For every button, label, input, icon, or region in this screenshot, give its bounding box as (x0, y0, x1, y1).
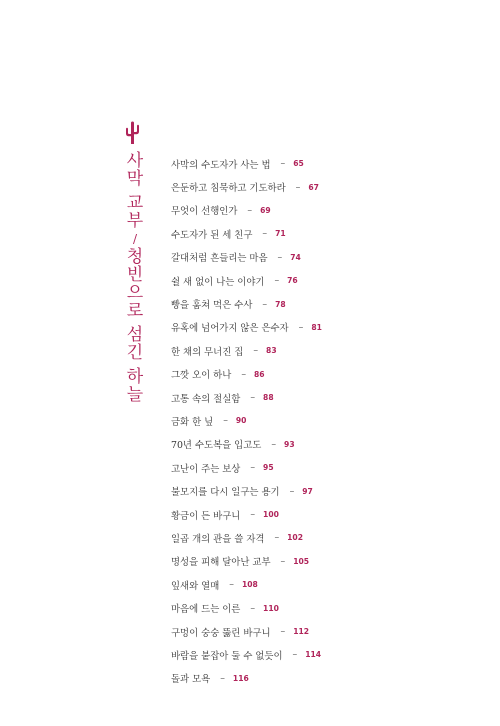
toc-entry-page: 90 (235, 416, 247, 426)
toc-entry-dash: – (298, 321, 304, 333)
toc-entry[interactable] (171, 269, 322, 292)
toc-entry-dash: – (250, 462, 256, 474)
toc-entry-dash: – (250, 602, 256, 614)
toc-entry[interactable] (171, 292, 322, 315)
toc-entry-dash: – (280, 555, 286, 567)
toc-entry-page: 102 (287, 533, 303, 543)
toc-entry-dash: – (271, 438, 277, 450)
toc-entry-page: 83 (266, 346, 277, 356)
toc-entry-page: 93 (284, 439, 295, 449)
toc-entry-title: 그깟 오이 하나 (171, 370, 232, 382)
toc-entry-page: 88 (263, 393, 274, 403)
toc-entry-dash: – (250, 392, 256, 404)
chapter-title (124, 152, 146, 404)
toc-entry-title: 한 채의 무너진 집 (171, 346, 244, 358)
table-of-contents (171, 152, 322, 690)
toc-entry-title: 일곱 개의 관을 쓸 자격 (171, 533, 265, 545)
toc-entry-title: 은둔하고 침묵하고 기도하라 (171, 183, 286, 195)
toc-entry[interactable] (171, 199, 322, 222)
toc-entry[interactable] (171, 643, 322, 666)
toc-entry-title: 불모지를 다시 일구는 용기 (171, 487, 280, 499)
toc-entry-page: 65 (293, 159, 304, 169)
toc-entry-dash: – (289, 485, 295, 497)
toc-entry-page: 108 (241, 580, 258, 590)
toc-entry[interactable] (171, 573, 322, 596)
title-char: 늘 (126, 385, 144, 405)
toc-entry-title: 금화 한 닢 (171, 416, 214, 428)
toc-entry[interactable] (171, 503, 322, 526)
title-char: 막 (126, 169, 144, 189)
toc-entry-dash: – (253, 345, 259, 357)
toc-entry[interactable] (171, 339, 322, 362)
toc-entry[interactable] (171, 596, 322, 619)
toc-entry-title: 마음에 드는 이른 (171, 604, 241, 616)
toc-entry[interactable] (171, 386, 322, 409)
toc-entry-title: 바람을 붙잡아 둘 수 없듯이 (171, 650, 283, 662)
toc-entry-title: 갈대처럼 흔들리는 마음 (171, 253, 268, 265)
toc-entry-page: 116 (232, 673, 249, 683)
title-char: 교 (126, 193, 144, 213)
toc-entry-title: 수도자가 된 세 친구 (171, 229, 253, 241)
toc-entry[interactable] (171, 409, 322, 432)
toc-entry[interactable] (171, 316, 322, 339)
title-char: 빈 (126, 265, 144, 285)
toc-entry-page: 95 (263, 463, 274, 473)
toc-entry-page: 112 (293, 627, 310, 636)
toc-entry[interactable] (171, 175, 322, 198)
toc-entry-dash: – (241, 368, 246, 380)
toc-entry[interactable] (171, 667, 322, 690)
toc-entry-page: 71 (275, 229, 286, 239)
toc-entry-page: 78 (275, 299, 286, 309)
title-char: 청 (126, 247, 144, 267)
title-char: 하 (126, 367, 144, 387)
toc-entry-title: 돌과 모욕 (171, 674, 211, 686)
toc-entry[interactable] (171, 246, 322, 269)
toc-entry-dash: – (250, 509, 256, 521)
toc-entry-title: 사막의 수도자가 사는 법 (171, 159, 271, 171)
toc-entry-dash: – (262, 298, 268, 310)
toc-entry-page: 67 (308, 182, 319, 192)
toc-entry-page: 69 (260, 205, 271, 215)
toc-entry-dash: – (220, 672, 225, 684)
toc-entry-title: 70년 수도복을 입고도 (171, 440, 262, 452)
toc-entry[interactable] (171, 550, 322, 573)
toc-entry-title: 구멍이 숭숭 뚫린 바구니 (171, 627, 271, 639)
toc-entry[interactable] (171, 222, 322, 245)
title-char: 긴 (126, 343, 144, 363)
toc-entry[interactable] (171, 526, 322, 549)
toc-entry-dash: – (229, 579, 234, 591)
toc-entry-page: 100 (263, 510, 279, 520)
toc-entry-page: 114 (305, 650, 322, 660)
toc-entry[interactable] (171, 456, 322, 479)
toc-entry-title: 빵을 훔쳐 먹은 수사 (171, 300, 253, 312)
title-char: 으 (126, 283, 144, 303)
toc-entry-dash: – (295, 181, 301, 193)
toc-entry-title: 무엇이 선행인가 (171, 206, 238, 218)
title-char: 사 (126, 151, 144, 171)
toc-entry-page: 81 (311, 322, 322, 332)
toc-entry-dash: – (262, 228, 268, 240)
title-char: 로 (126, 301, 144, 321)
toc-entry-dash: – (280, 158, 286, 170)
toc-entry-title: 고통 속의 절실함 (171, 393, 241, 405)
toc-entry-dash: – (292, 649, 298, 661)
toc-entry-dash: – (274, 275, 280, 287)
toc-entry-dash: – (247, 204, 253, 216)
toc-entry-title: 유혹에 넘어가지 않은 은수자 (171, 323, 289, 335)
toc-entry[interactable] (171, 479, 322, 502)
toc-entry-dash: – (280, 626, 286, 637)
toc-entry-page: 74 (290, 252, 301, 262)
toc-entry-title: 명성을 피해 달아난 교부 (171, 557, 271, 569)
toc-entry-page: 105 (293, 556, 310, 566)
title-char: 섬 (126, 325, 144, 345)
toc-entry[interactable] (171, 433, 322, 456)
toc-entry-page: 110 (263, 603, 279, 613)
toc-entry-title: 잎새와 열매 (171, 580, 220, 592)
toc-entry-title: 황금이 든 바구니 (171, 510, 241, 522)
toc-entry[interactable] (171, 363, 322, 386)
title-slash: / (132, 232, 138, 246)
toc-entry-title: 쉴 새 없이 나는 이야기 (171, 276, 265, 288)
toc-entry[interactable] (171, 620, 322, 643)
toc-entry-title: 고난이 주는 보상 (171, 463, 241, 475)
toc-entry-page: 97 (302, 486, 313, 496)
title-char: 부 (126, 211, 144, 231)
toc-entry-dash: – (277, 251, 283, 263)
toc-entry[interactable] (171, 152, 322, 175)
toc-entry-dash: – (223, 415, 228, 427)
cactus-icon (120, 120, 146, 146)
toc-entry-dash: – (274, 532, 280, 544)
toc-entry-page: 86 (254, 369, 265, 379)
toc-entry-page: 76 (287, 276, 298, 286)
